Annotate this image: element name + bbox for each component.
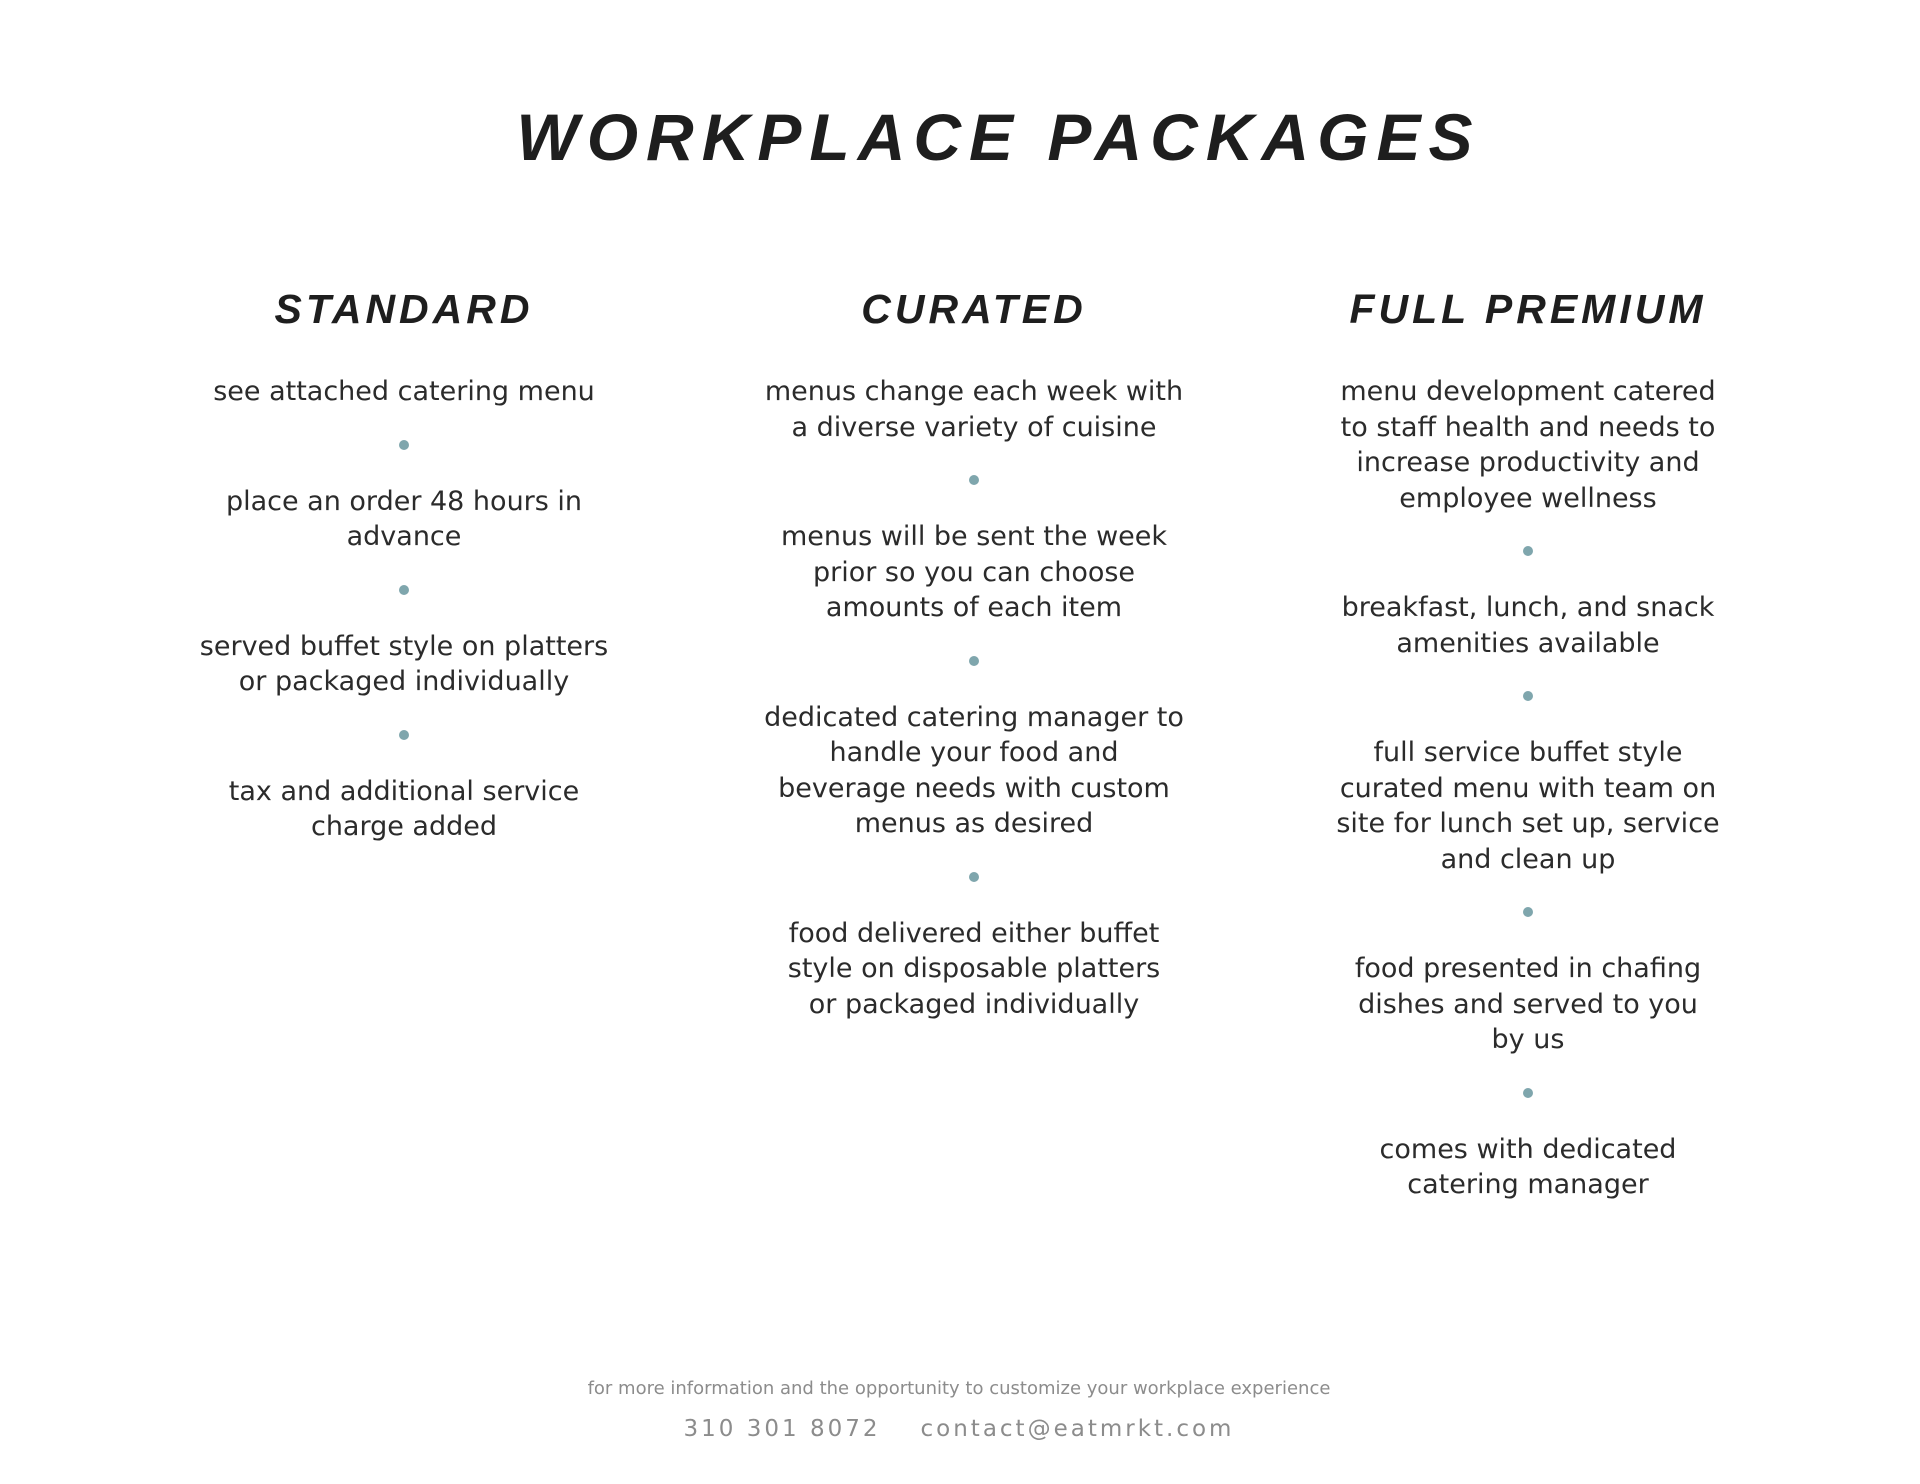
package-feature: dedicated catering manager to handle your food and beverage needs with custom menus as desired: [764, 701, 1184, 840]
footer-contact: [0, 1416, 1918, 1442]
package-full-premium: [1308, 285, 1748, 1203]
bullet-dot-icon: [1523, 546, 1533, 556]
package-feature: full service buffet style curated menu with team on site for lunch set up, service and clean up: [1336, 737, 1720, 875]
bullet-dot-icon: [969, 475, 979, 485]
package-heading: CURATED: [861, 286, 1087, 332]
bullet-dot-icon: [1523, 691, 1533, 701]
package-feature: comes with dedicated catering manager: [1379, 1133, 1677, 1201]
bullet-dot-icon: [1523, 907, 1533, 917]
footer-note: for more information and the opportunity to customize your workplace experience: [587, 1378, 1331, 1399]
package-feature: food delivered either buffet style on disposable platters or packaged individually: [787, 917, 1161, 1020]
package-heading: FULL PREMIUM: [1349, 286, 1707, 332]
package-feature: served buffet style on platters or packaged individually: [199, 630, 609, 698]
package-feature: menus change each week with a diverse variety of cuisine: [764, 376, 1184, 443]
package-heading: STANDARD: [274, 286, 534, 332]
package-standard: [184, 285, 624, 845]
bullet-dot-icon: [1523, 1088, 1533, 1098]
page-title: WORKPLACE PACKAGES: [516, 100, 1481, 174]
package-feature: place an order 48 hours in advance: [225, 485, 583, 553]
email-link[interactable]: contact@eatmrkt.com: [920, 1416, 1235, 1442]
bullet-dot-icon: [399, 730, 409, 740]
package-feature: menus will be sent the week prior so you can choose amounts of each item: [780, 521, 1168, 624]
bullet-dot-icon: [969, 656, 979, 666]
package-curated: [754, 285, 1194, 1022]
package-feature: food presented in chafing dishes and served to you by us: [1354, 953, 1702, 1056]
package-feature: tax and additional service charge added: [228, 775, 580, 843]
package-feature: breakfast, lunch, and snack amenities available: [1341, 592, 1715, 659]
phone-number[interactable]: 310 301 8072: [683, 1416, 881, 1442]
bullet-dot-icon: [399, 440, 409, 450]
bullet-dot-icon: [399, 585, 409, 595]
bullet-dot-icon: [969, 872, 979, 882]
package-feature: menu development catered to staff health and needs to increase productivity and employee wellness: [1340, 376, 1716, 514]
package-feature: see attached catering menu: [213, 376, 595, 408]
